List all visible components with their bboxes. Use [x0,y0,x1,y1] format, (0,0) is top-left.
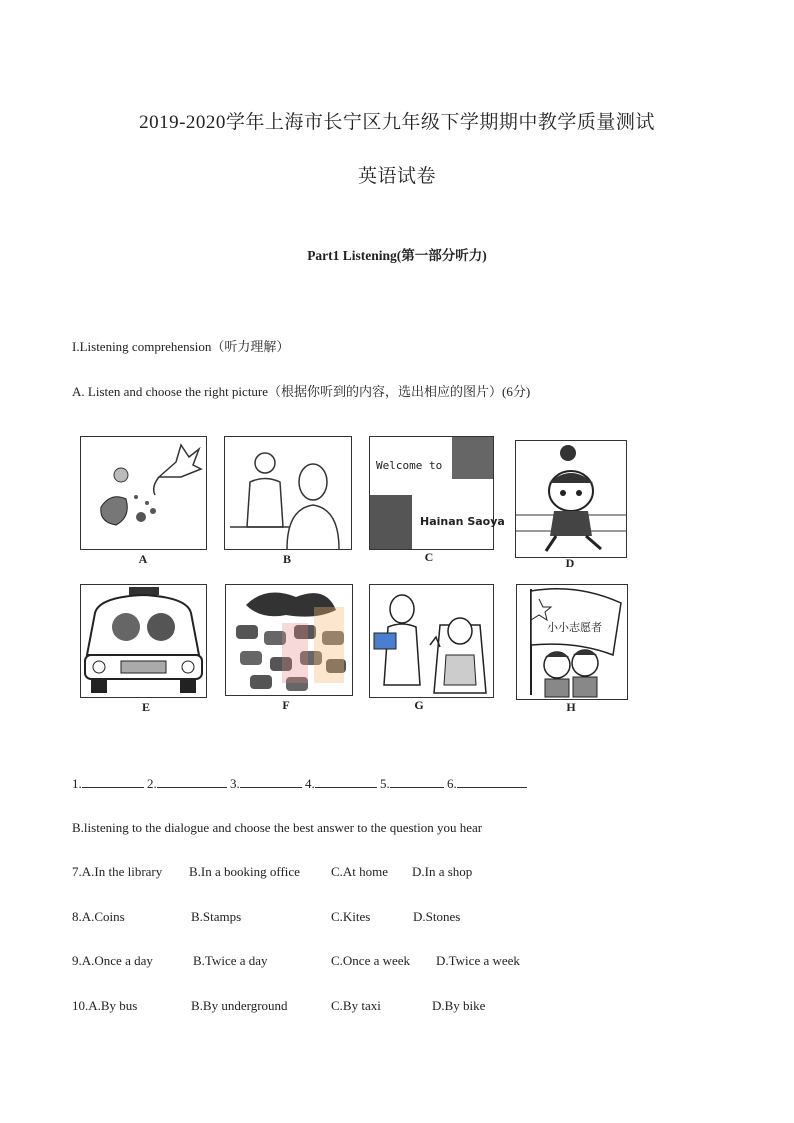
blank-label-6: 6. [447,776,457,791]
picture-label-a: A [138,552,148,566]
option-d[interactable]: D.Stones [413,909,461,924]
sign-destination-text: Hainan Saoya [420,515,505,528]
question-number: 7. [72,864,82,879]
question-number: 9. [72,953,82,968]
picture-label-f: F [282,698,290,712]
picture-d-volleyball [515,440,627,558]
answer-blanks-row [72,775,527,792]
option-c[interactable]: C.At home [331,864,389,879]
picture-label-c: C [424,550,434,564]
answer-blank-5[interactable] [390,775,444,788]
blank-label-2: 2. [147,776,157,791]
blank-label-4: 4. [305,776,315,791]
picture-label-g: G [414,698,424,712]
answer-blank-6[interactable] [457,775,527,788]
option-d[interactable]: D.By bike [432,998,486,1013]
part-heading: Part1 Listening(第一部分听力) [307,248,487,263]
picture-e-taxi [80,584,207,698]
answer-blank-1[interactable] [82,775,144,788]
question-number: 10. [72,998,89,1013]
section-i-heading: I.Listening comprehension（听力理解） [72,339,290,354]
option-d[interactable]: D.In a shop [412,864,473,879]
section-a-instruction: A. Listen and choose the right picture（根据你听到的内容，选出相应的图片）(6分) [72,384,531,399]
section-b-instruction: B.listening to the dialogue and choose the best answer to the question you hear [72,820,483,835]
option-c[interactable]: C.Kites [331,909,371,924]
picture-a-broken-flowerpot [80,436,207,550]
option-d[interactable]: D.Twice a week [436,953,520,968]
picture-label-e: E [141,700,150,714]
option-c[interactable]: C.By taxi [331,998,381,1013]
answer-blank-4[interactable] [315,775,377,788]
picture-h-volunteers [516,584,628,700]
blank-label-1: 1. [72,776,82,791]
option-a[interactable]: A.By bus [88,998,138,1013]
option-a[interactable]: A.Once a day [81,953,153,968]
exam-title: 2019-2020学年上海市长宁区九年级下学期期中教学质量测试 [139,112,655,133]
picture-label-d: D [565,556,575,570]
option-a[interactable]: A.Coins [81,909,125,924]
answer-blank-3[interactable] [240,775,302,788]
blank-label-3: 3. [230,776,240,791]
option-b[interactable]: B.In a booking office [189,864,300,879]
picture-g-doctor [369,584,494,698]
exam-subtitle: 英语试卷 [357,166,436,187]
picture-c-hainan-sanya [369,436,505,550]
picture-f-traffic-jam [225,584,353,696]
option-b[interactable]: B.Twice a day [193,953,268,968]
picture-label-h: H [566,700,576,714]
blank-label-5: 5. [380,776,390,791]
option-b[interactable]: B.Stamps [191,909,242,924]
question-number: 8. [72,909,82,924]
sign-welcome-text: Welcome to [376,459,443,472]
answer-blank-2[interactable] [157,775,227,788]
option-c[interactable]: C.Once a week [331,953,411,968]
picture-b-interview [224,436,352,550]
flag-text: 小小志愿者 [547,621,602,634]
option-a[interactable]: A.In the library [81,864,163,879]
option-b[interactable]: B.By underground [191,998,288,1013]
picture-label-b: B [282,552,291,566]
